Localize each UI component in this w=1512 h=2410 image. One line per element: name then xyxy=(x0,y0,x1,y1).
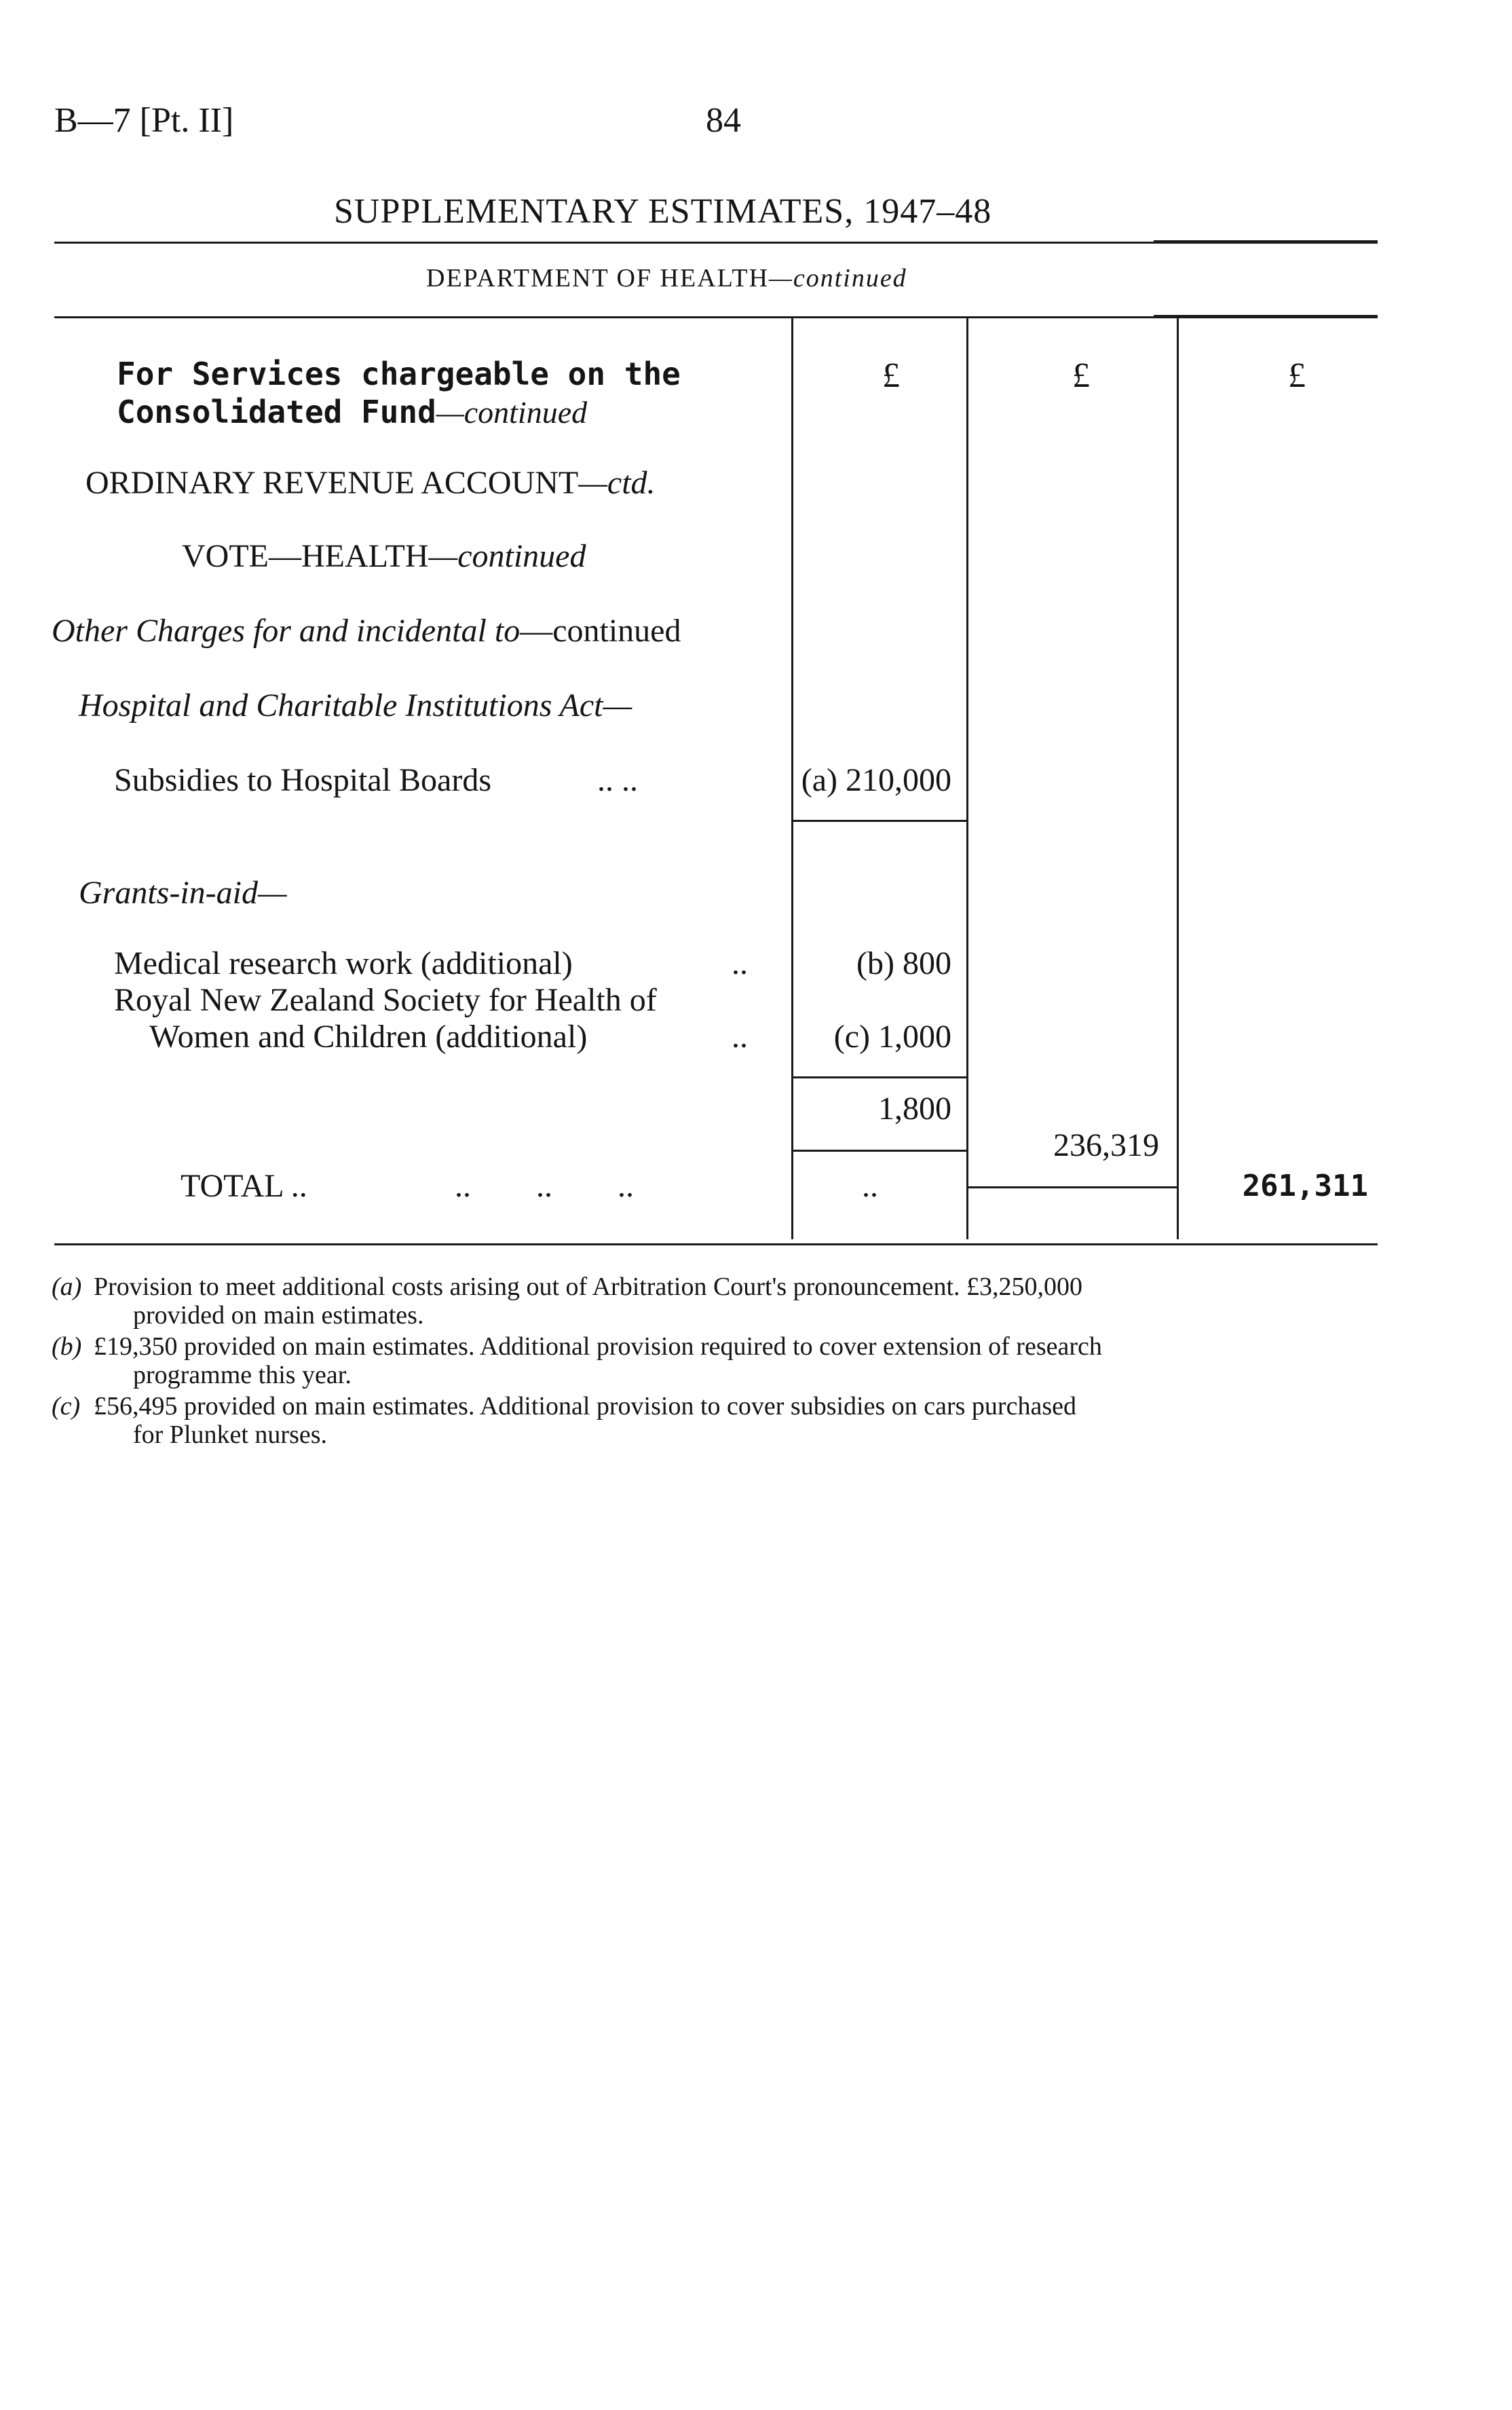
column-1-currency: £ xyxy=(882,356,900,395)
footnote-b-marker: (b) xyxy=(52,1332,82,1361)
services-heading-line1: For Services chargeable on the xyxy=(117,356,681,392)
other-charges-label: Other Charges for and incidental to xyxy=(52,613,521,649)
vote-suffix: —continued xyxy=(428,538,586,574)
account-name: ORDINARY REVENUE ACCOUNT xyxy=(86,465,579,501)
footnote-a-line1: Provision to meet additional costs arising out of Arbitration Court's pronouncement. £3,250,000 xyxy=(94,1273,1083,1301)
royal-society-amount: (c) 1,000 xyxy=(833,1019,951,1055)
total-column-1: .. xyxy=(862,1168,878,1204)
subsidies-amount: (a) 210,000 xyxy=(801,762,951,798)
medical-research-amount: (b) 800 xyxy=(856,945,951,981)
rule-table-bottom xyxy=(54,1243,1378,1245)
services-heading-line2 xyxy=(117,394,587,430)
footnote-b-line2: programme this year. xyxy=(133,1361,352,1389)
total-rule-col1 xyxy=(791,1150,968,1152)
page-number: 84 xyxy=(706,101,741,140)
grants-heading: Grants-in-aid— xyxy=(79,875,287,911)
vote-name: VOTE—HEALTH xyxy=(182,538,429,574)
hospital-act-heading: Hospital and Charitable Institutions Act— xyxy=(79,688,632,723)
subsidies-leader: .. .. xyxy=(597,762,638,798)
total-rule-col2 xyxy=(968,1186,1178,1188)
subtotal-rule-grants xyxy=(791,1076,968,1078)
column-2-currency: £ xyxy=(1072,356,1090,395)
page-title: SUPPLEMENTARY ESTIMATES, 1947–48 xyxy=(334,192,992,231)
rule-under-title-thick xyxy=(1154,240,1378,244)
page-reference: B—7 [Pt. II] xyxy=(54,101,234,140)
other-charges-suffix: —continued xyxy=(520,613,681,649)
footnote-a-marker: (a) xyxy=(52,1273,82,1301)
account-heading xyxy=(86,464,656,502)
subtotal-rule-subsidies xyxy=(791,820,968,822)
grants-subtotal: 1,800 xyxy=(878,1091,951,1127)
department-suffix: —continued xyxy=(769,264,907,293)
subsidies-label: Subsidies to Hospital Boards xyxy=(114,762,492,798)
vote-heading xyxy=(182,538,586,575)
department-name: DEPARTMENT OF HEALTH xyxy=(426,264,770,293)
account-suffix: —ctd. xyxy=(578,465,656,501)
footnote-c-line1: £56,495 provided on main estimates. Additional provision to cover subsidies on cars purchased xyxy=(94,1392,1076,1420)
column-2-total: 236,319 xyxy=(1053,1127,1159,1163)
rule-table-top-thick xyxy=(1154,315,1378,318)
footnote-a-line2: provided on main estimates. xyxy=(133,1301,424,1330)
footnote-b-line1: £19,350 provided on main estimates. Additional provision required to cover extension of research xyxy=(94,1332,1102,1361)
total-leader: .. .. .. xyxy=(455,1168,634,1204)
column-rule-2 xyxy=(966,316,968,1239)
column-rule-3 xyxy=(1177,316,1179,1239)
medical-research-leader: .. xyxy=(732,945,748,981)
other-charges-heading xyxy=(52,612,681,649)
footnote-c-line2: for Plunket nurses. xyxy=(133,1420,328,1449)
services-suffix: —continued xyxy=(436,395,588,430)
total-label: TOTAL .. xyxy=(181,1168,307,1204)
column-3-currency: £ xyxy=(1288,356,1306,395)
footnote-c-marker: (c) xyxy=(52,1392,81,1420)
services-fund: Consolidated Fund xyxy=(117,394,436,430)
grand-total: 261,311 xyxy=(1242,1169,1368,1203)
medical-research-label: Medical research work (additional) xyxy=(114,945,573,981)
department-heading xyxy=(426,263,907,293)
royal-society-leader: .. xyxy=(732,1019,748,1055)
royal-society-label-line2: Women and Children (additional) xyxy=(149,1019,588,1055)
royal-society-label-line1: Royal New Zealand Society for Health of xyxy=(114,982,657,1018)
